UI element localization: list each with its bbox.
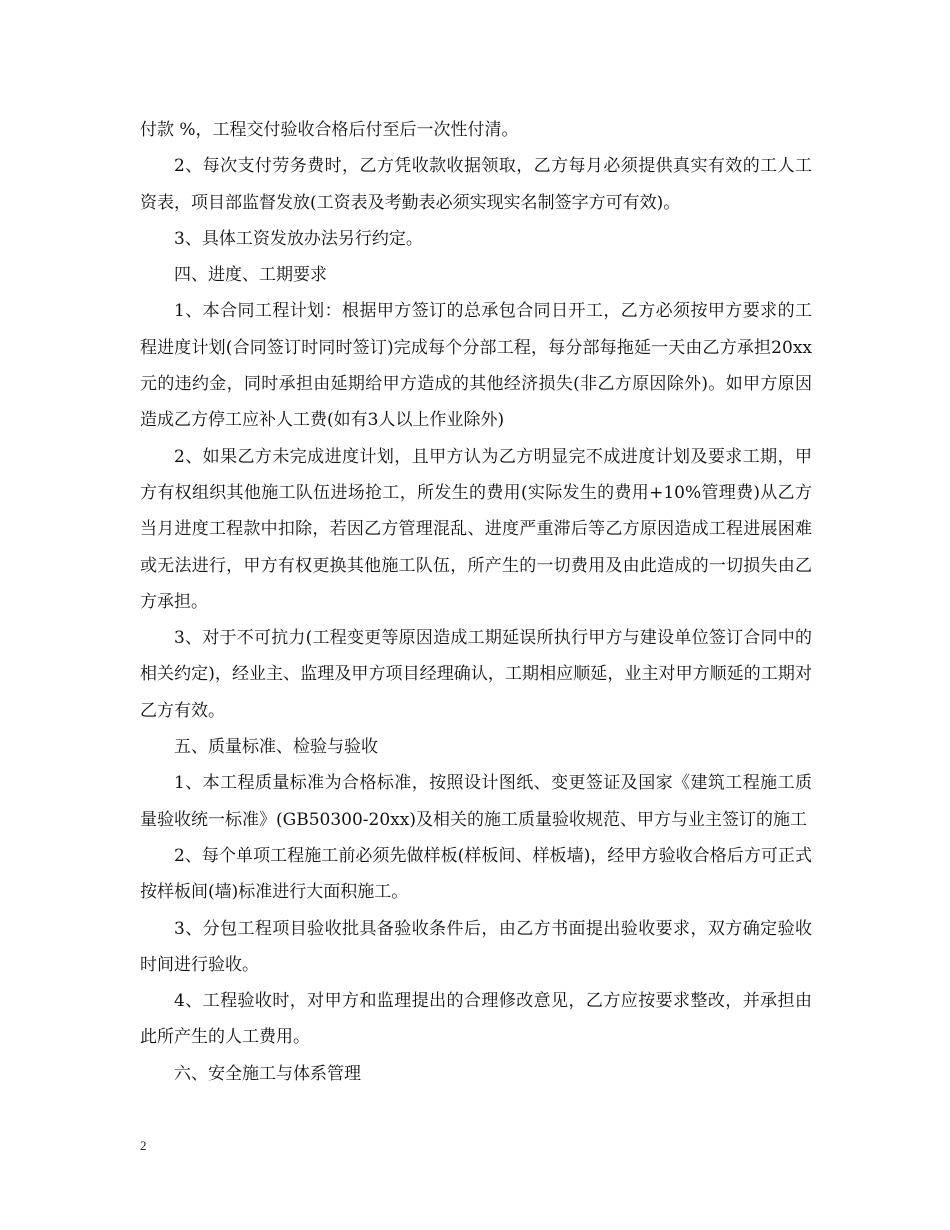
paragraph-2: 2、每次支付劳务费时，乙方凭收款收据领取，乙方每月必须提供真实有效的工人工资表，项目部监督发放(工资表及考勤表必须实现实名制签字方可有效)。 — [140, 156, 812, 213]
paragraph-5: 1、本合同工程计划：根据甲方签订的总承包合同日开工，乙方必须按甲方要求的工程进度计划(合同签订时同时签订)完成每个分部工程，每分部每拖延一天由乙方承担20xx元的违约金，同时承担由延期给甲方造成的其他经济损失(非乙方原因除外)。如甲方原因造成乙方停工应补人工费(如有3人以上作业除外) — [140, 301, 812, 431]
paragraph-9: 1、本工程质量标准为合格标准，按照设计图纸、变更签证及国家《建筑工程施工质量验收统一标准》(GB50300-20xx)及相关的施工质量验收规范、甲方与业主签订的施工 — [140, 773, 812, 830]
paragraph-6: 2、如果乙方未完成进度计划，且甲方认为乙方明显完不成进度计划及要求工期，甲方有权组织其他施工队伍进场抢工，所发生的费用(实际发生的费用+10%管理费)从乙方当月进度工程款中扣除，若因乙方管理混乱、进度严重滞后等乙方原因造成工程进展困难或无法进行，甲方有权更换其他施工队伍，所产生的一切费用及由此造成的一切损失由乙方承担。 — [140, 446, 812, 612]
section-heading-schedule: 四、进度、工期要求 — [174, 265, 327, 286]
paragraph-3: 3、具体工资发放办法另行约定。 — [174, 228, 423, 249]
paragraph-7: 3、对于不可抗力(工程变更等原因造成工期延误所执行甲方与建设单位签订合同中的相关约定)，经业主、监理及甲方项目经理确认，工期相应顺延，业主对甲方顺延的工期对乙方有效。 — [140, 628, 812, 721]
document-body — [140, 112, 812, 1092]
paragraph-10: 2、每个单项工程施工前必须先做样板(样板间、样板墙)，经甲方验收合格后方可正式按样板间(墙)标准进行大面积施工。 — [140, 845, 812, 903]
paragraph-1: 付款 %，工程交付验收合格后付至后一次性付清。 — [140, 120, 519, 140]
section-heading-safety: 六、安全施工与体系管理 — [174, 1063, 361, 1084]
section-heading-quality: 五、质量标准、检验与验收 — [174, 737, 378, 758]
paragraph-11: 3、分包工程项目验收批具备验收条件后，由乙方书面提出验收要求，双方确定验收时间进行验收。 — [140, 918, 812, 975]
paragraph-12: 4、工程验收时，对甲方和监理提出的合理修改意见，乙方应按要求整改，并承担由此所产生的人工费用。 — [140, 991, 812, 1048]
page-number: 2 — [140, 1138, 147, 1153]
